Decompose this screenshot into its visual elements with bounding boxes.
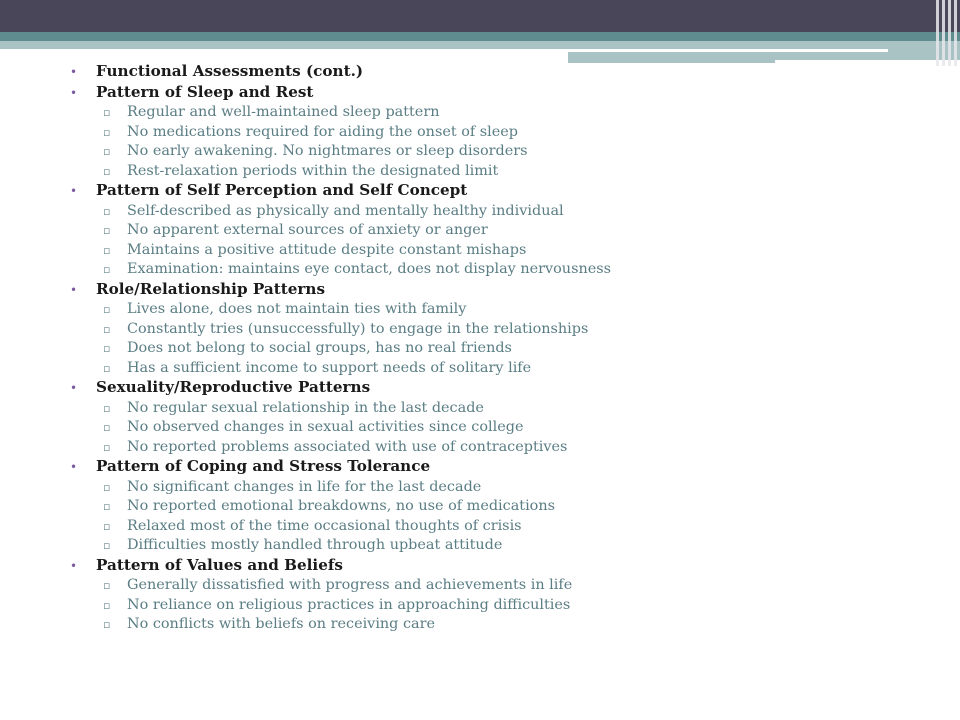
list-item <box>66 399 926 419</box>
header-accent-line <box>568 49 888 52</box>
list-item <box>66 596 926 616</box>
list-item <box>66 162 926 182</box>
list-item-text: Lives alone, does not maintain ties with family <box>127 301 467 317</box>
list-item-text: No reported emotional breakdowns, no use of medications <box>127 498 556 514</box>
list-item <box>66 221 926 241</box>
square-bullet-icon: ▫ <box>103 519 111 533</box>
bullet-icon: • <box>70 65 78 79</box>
square-bullet-icon: ▫ <box>103 361 111 375</box>
square-bullet-icon: ▫ <box>103 342 111 355</box>
list-item <box>66 339 926 359</box>
list-item <box>66 517 926 537</box>
list-item-text: Relaxed most of the time occasional thoughts of crisis <box>127 517 522 534</box>
list-item <box>66 260 926 280</box>
list-item-text: No regular sexual relationship in the last decade <box>127 399 484 416</box>
square-bullet-icon: ▫ <box>103 500 111 513</box>
section-heading <box>66 62 926 83</box>
list-item <box>66 418 926 438</box>
bullet-icon: • <box>70 282 78 297</box>
list-item <box>66 478 926 498</box>
square-bullet-icon: ▫ <box>103 480 111 494</box>
section-heading <box>66 378 926 399</box>
list-item-text: No observed changes in sexual activities since college <box>127 419 524 435</box>
list-item-text: Rest-relaxation periods within the designated limit <box>127 162 499 179</box>
list-item-text: Regular and well-maintained sleep pattern <box>127 104 440 120</box>
square-bullet-icon: ▫ <box>103 224 111 237</box>
list-item <box>66 497 926 517</box>
list-item <box>66 103 926 123</box>
section-heading-text: Sexuality/Reproductive Patterns <box>96 378 371 396</box>
section-heading <box>66 280 926 301</box>
list-item-text: No apparent external sources of anxiety or anger <box>127 222 488 238</box>
square-bullet-icon: ▫ <box>103 125 111 139</box>
list-item <box>66 123 926 143</box>
header-band-light <box>0 41 960 49</box>
header-band-dark <box>0 0 960 32</box>
square-bullet-icon: ▫ <box>103 145 111 158</box>
bullet-icon: • <box>70 558 78 573</box>
section-heading-text: Pattern of Values and Beliefs <box>96 555 343 574</box>
square-bullet-icon: ▫ <box>103 322 111 336</box>
slide-content <box>66 62 926 635</box>
list-item <box>66 359 926 379</box>
section-heading-text: Pattern of Self Perception and Self Concept <box>96 181 468 199</box>
section-heading-text: Role/Relationship Patterns <box>96 279 325 298</box>
list-item <box>66 615 926 635</box>
list-item-text: No reported problems associated with use of contraceptives <box>127 438 568 455</box>
square-bullet-icon: ▫ <box>103 440 111 454</box>
list-item-text: Constantly tries (unsuccessfully) to engage in the relationships <box>127 320 589 337</box>
list-item <box>66 536 926 556</box>
section-heading-text: Functional Assessments (cont.) <box>96 62 364 80</box>
list-item <box>66 202 926 222</box>
bullet-icon: • <box>70 184 78 198</box>
bullet-icon: • <box>70 381 78 395</box>
square-bullet-icon: ▫ <box>103 401 111 415</box>
list-item <box>66 241 926 261</box>
section-heading <box>66 83 926 104</box>
square-bullet-icon: ▫ <box>103 598 111 612</box>
header-vertical-stripes <box>934 0 960 66</box>
list-item-text: No conflicts with beliefs on receiving care <box>127 616 436 632</box>
square-bullet-icon: ▫ <box>103 303 111 316</box>
square-bullet-icon: ▫ <box>103 579 111 592</box>
square-bullet-icon: ▫ <box>103 243 111 257</box>
list-item-text: Examination: maintains eye contact, does not display nervousness <box>127 261 612 277</box>
list-item-text: No medications required for aiding the onset of sleep <box>127 123 519 140</box>
list-item-text: No early awakening. No nightmares or sleep disorders <box>127 143 528 159</box>
square-bullet-icon: ▫ <box>103 164 111 178</box>
list-item-text: No reliance on religious practices in approaching difficulties <box>127 596 571 613</box>
list-item-text: Maintains a positive attitude despite constant mishaps <box>127 241 527 258</box>
square-bullet-icon: ▫ <box>103 263 111 276</box>
square-bullet-icon: ▫ <box>103 539 111 552</box>
section-heading <box>66 181 926 202</box>
list-item <box>66 576 926 596</box>
square-bullet-icon: ▫ <box>103 421 111 434</box>
header-band-teal <box>0 32 960 41</box>
list-item <box>66 300 926 320</box>
list-item-text: No significant changes in life for the last decade <box>127 478 482 495</box>
square-bullet-icon: ▫ <box>103 106 111 119</box>
list-item-text: Has a sufficient income to support needs of solitary life <box>127 359 532 376</box>
section-heading-text: Pattern of Coping and Stress Tolerance <box>96 457 431 475</box>
list-item <box>66 438 926 458</box>
square-bullet-icon: ▫ <box>103 618 111 631</box>
list-item <box>66 142 926 162</box>
square-bullet-icon: ▫ <box>103 204 111 218</box>
section-heading-text: Pattern of Sleep and Rest <box>96 82 314 101</box>
bullet-icon: • <box>70 85 78 100</box>
bullet-icon: • <box>70 460 78 474</box>
list-item-text: Generally dissatisfied with progress and achievements in life <box>127 577 573 593</box>
list-item-text: Self-described as physically and mentally healthy individual <box>127 202 564 219</box>
list-item-text: Does not belong to social groups, has no real friends <box>127 340 512 356</box>
list-item-text: Difficulties mostly handled through upbeat attitude <box>127 537 503 553</box>
list-item <box>66 320 926 340</box>
section-heading <box>66 556 926 577</box>
section-heading <box>66 457 926 478</box>
